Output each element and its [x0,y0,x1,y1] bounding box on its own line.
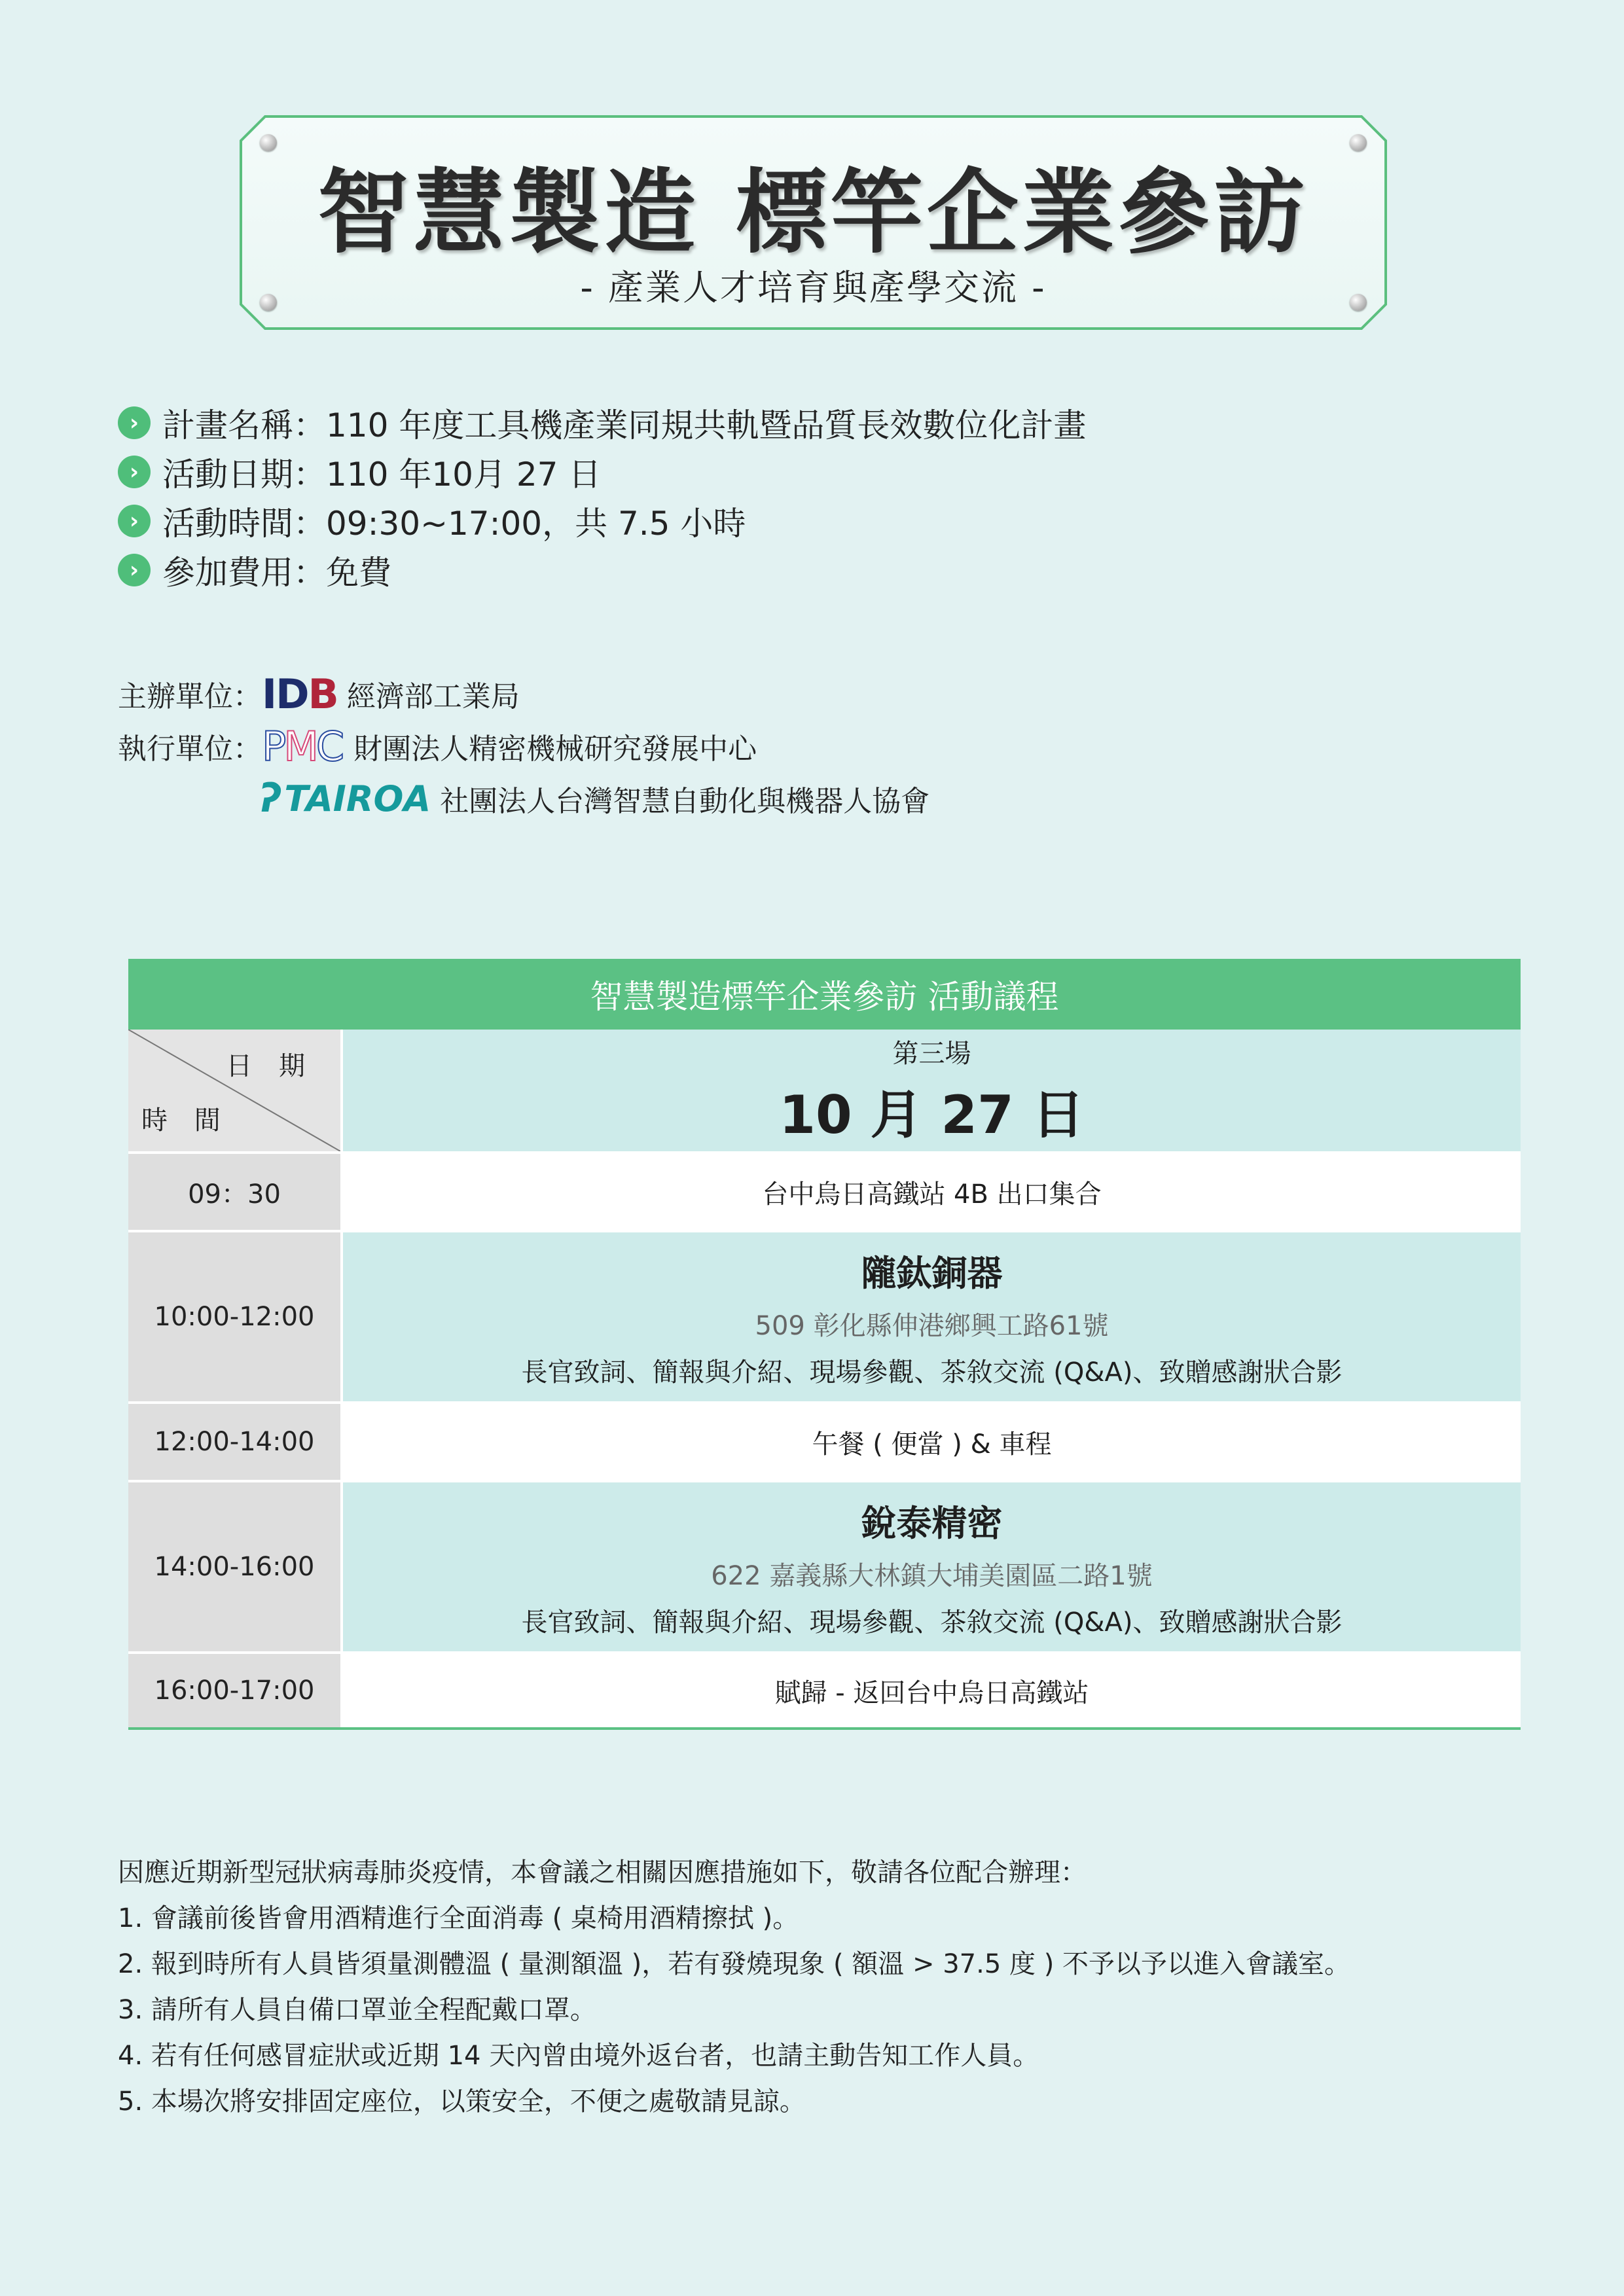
info-text: 活動日期：110 年10月 27 日 [162,455,602,493]
agenda-header-row [128,1030,1521,1154]
notes-item: 4. 若有任何感冒症狀或近期 14 天內曾由境外返台者，也請主動告知工作人員。 [118,2041,1039,2071]
activity-cell: 台中烏日高鐵站 4B 出口集合 [343,1154,1521,1230]
tairoa-logo: ʔ TAIROA [259,776,431,821]
exec-row-2 [118,772,929,825]
table-row [128,1154,1521,1232]
page-subtitle: - 產業人才培育與產學交流 - [580,267,1047,308]
title-plaque [239,115,1388,331]
robot-figure-icon: ʔ [259,776,282,821]
info-text: 活動時間：09:30~17:00，共 7.5 小時 [162,504,746,543]
table-row [128,1232,1521,1404]
info-text: 參加費用：免費 [162,553,391,592]
event-info-list [118,398,1086,594]
time-label: 時 間 [141,1105,230,1136]
chevron-right-icon: › [118,456,151,488]
chevron-right-icon: › [118,505,151,537]
date-label: 日 期 [226,1051,314,1081]
time-cell: 09：30 [128,1154,343,1230]
visit-program: 長官致詞、簡報與介紹、現場參觀、茶敘交流 (Q&A)、致贈感謝狀合影 [521,1357,1343,1388]
pmc-logo: PMC [262,722,342,770]
exec-label: 執行單位： [118,732,262,766]
exec-row-1 [118,720,929,772]
chevron-right-icon: › [118,406,151,439]
session-header-cell [343,1030,1521,1151]
activity-cell: 午餐 ( 便當 ) & 車程 [343,1404,1521,1480]
covid-notes [118,1850,1350,2125]
chevron-right-icon: › [118,554,151,586]
notes-item: 2. 報到時所有人員皆須量測體溫 ( 量測額溫 )，若有發燒現象 ( 額溫 > 37.5 度 ) 不予以予以進入會議室。 [118,1949,1351,1979]
company-name: 隴鈦銅器 [861,1252,1003,1294]
host-name: 經濟部工業局 [346,680,520,713]
host-label: 主辦單位： [118,680,262,713]
notes-intro: 因應近期新型冠狀病毒肺炎疫情，本會議之相關因應措施如下，敬請各位配合辦理： [118,1857,1087,1888]
session-date: 10 月 27 日 [779,1085,1085,1145]
notes-item: 5. 本場次將安排固定座位，以策安全，不便之處敬請見諒。 [118,2087,806,2117]
notes-item: 1. 會議前後皆會用酒精進行全面消毒 ( 桌椅用酒精擦拭 )。 [118,1903,799,1933]
info-text: 計畫名稱：110 年度工具機產業同規共軌暨品質長效數位化計畫 [162,406,1087,444]
organizers [118,668,929,825]
info-item-time [118,496,1086,545]
time-cell: 12:00-14:00 [128,1404,343,1480]
table-row [128,1482,1521,1654]
visit-program: 長官致詞、簡報與介紹、現場參觀、茶敘交流 (Q&A)、致贈感謝狀合影 [521,1607,1343,1638]
table-row [128,1404,1521,1482]
company-address: 509 彰化縣伸港鄉興工路61號 [755,1310,1109,1341]
time-cell: 16:00-17:00 [128,1654,343,1727]
agenda-heading: 智慧製造標竿企業參訪 活動議程 [128,959,1521,1030]
info-item-fee [118,545,1086,594]
time-cell: 10:00-12:00 [128,1232,343,1401]
time-cell: 14:00-16:00 [128,1482,343,1651]
company-name: 銳泰精密 [861,1502,1003,1544]
info-item-plan [118,398,1086,447]
notes-item: 3. 請所有人員自備口罩並全程配戴口罩。 [118,1995,596,2025]
exec1-name: 財團法人精密機械研究發展中心 [353,732,757,766]
page-title: 智慧製造 標竿企業參訪 [317,160,1309,266]
idb-logo: I D B [262,670,338,718]
activity-cell: 賦歸 - 返回台中烏日高鐵站 [343,1654,1521,1727]
date-time-header-cell [128,1030,343,1151]
agenda-table [128,959,1521,1730]
visit-cell [343,1482,1521,1651]
exec2-name: 社團法人台灣智慧自動化與機器人協會 [440,785,930,818]
info-item-date [118,447,1086,496]
visit-cell [343,1232,1521,1401]
session-label: 第三場 [892,1039,971,1069]
company-address: 622 嘉義縣大林鎮大埔美園區二路1號 [711,1560,1153,1591]
table-row [128,1654,1521,1730]
host-row [118,668,929,720]
